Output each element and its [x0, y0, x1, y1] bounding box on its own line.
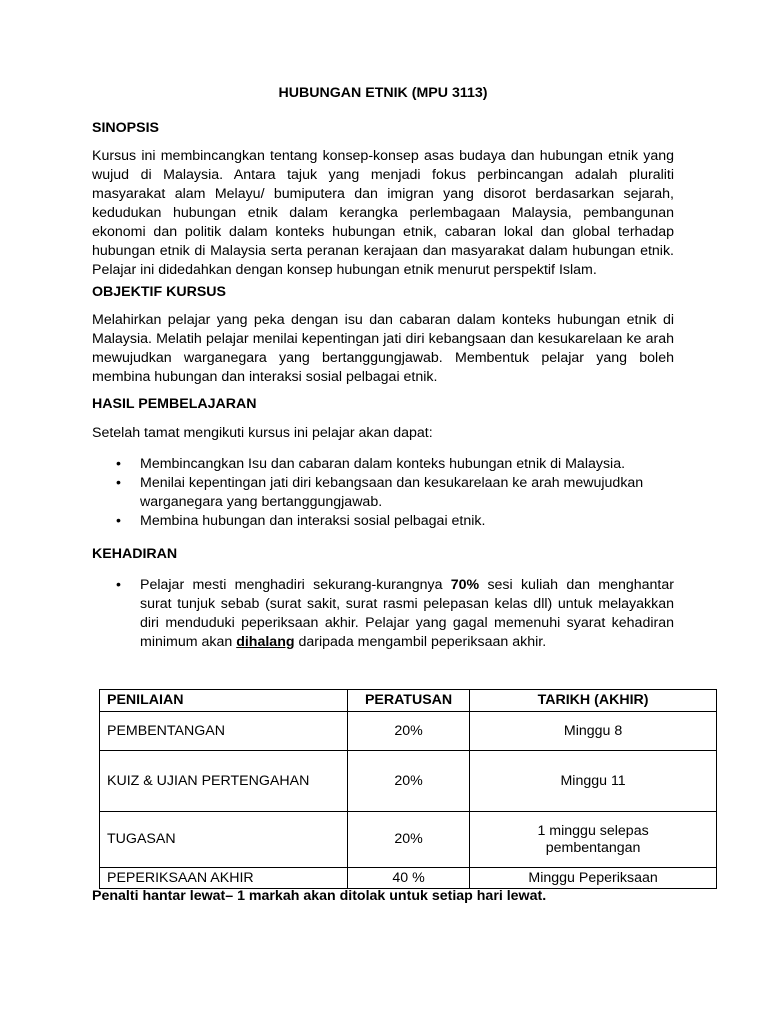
table-header-row — [100, 690, 717, 712]
bullet-icon: • — [116, 456, 121, 472]
kehadiran-list — [92, 576, 674, 652]
header-peratusan: PERATUSAN — [347, 690, 469, 712]
late-penalty-note: Penalti hantar lewat– 1 markah akan ditolak untuk setiap hari lewat. — [92, 888, 547, 904]
sinopsis-heading: SINOPSIS — [92, 120, 160, 136]
objektif-heading: OBJEKTIF KURSUS — [92, 284, 227, 300]
barred-word: dihalang — [236, 634, 295, 650]
bullet-icon: • — [116, 513, 121, 529]
header-penilaian: PENILAIAN — [100, 690, 348, 712]
objektif-body: Melahirkan pelajar yang peka dengan isu dan cabaran dalam konteks hubungan etnik di Malaysia. Melatih pelajar menilai kepentingan jati diri kebangsaan dan kesukarelaan ke arah mewujudkan warganegara yang bertanggungjawab. Membentuk pelajar yang boleh membina hubungan dan interaksi sosial pelbagai etnik. — [92, 312, 674, 385]
list-item: • Membincangkan Isu dan cabaran dalam konteks hubungan etnik di Malaysia. — [116, 456, 626, 472]
hasil-heading: HASIL PEMBELAJARAN — [92, 396, 257, 412]
attendance-percent: 70% — [450, 577, 480, 593]
header-tarikh: TARIKH (AKHIR) — [470, 690, 717, 712]
bullet-icon: • — [116, 577, 121, 593]
table-row: TUGASAN 20% 1 minggu selepas pembentangan — [100, 812, 717, 868]
hasil-list — [92, 455, 674, 531]
list-item: • Membina hubungan dan interaksi sosial pelbagai etnik. — [116, 513, 486, 529]
list-item: • Menilai kepentingan jati diri kebangsaan dan kesukarelaan ke arah mewujudkan warganegara yang bertanggungjawab. — [116, 475, 644, 510]
kehadiran-heading: KEHADIRAN — [92, 546, 178, 562]
bullet-icon: • — [116, 475, 121, 491]
page-title: HUBUNGAN ETNIK (MPU 3113) — [278, 85, 488, 101]
list-item: • Pelajar mesti menghadiri sekurang-kurangnya 70% sesi kuliah dan menghantar surat tunjuk sebab (surat sakit, surat rasmi pelepasan kelas dll) untuk melayakkan diri menduduki peperiksaan akhir. Pelajar yang gagal memenuhi syarat kehadiran minimum akan dihalang daripada mengambil peperiksaan akhir. — [116, 577, 674, 650]
assessment-table — [99, 689, 717, 889]
table-row: KUIZ & UJIAN PERTENGAHAN 20% Minggu 11 — [100, 751, 717, 812]
table-row: PEPERIKSAAN AKHIR 40 % Minggu Peperiksaan — [100, 868, 717, 889]
hasil-intro: Setelah tamat mengikuti kursus ini pelajar akan dapat: — [92, 425, 433, 441]
table-row: PEMBENTANGAN 20% Minggu 8 — [100, 712, 717, 751]
sinopsis-body: Kursus ini membincangkan tentang konsep-konsep asas budaya dan hubungan etnik yang wujud di Malaysia. Antara tajuk yang menjadi fokus perbincangan adalah pluraliti masyarakat alam Melayu/ bumiputera dan imigran yang disorot berdasarkan sejarah, kedudukan hubungan etnik dalam kerangka perlembagaan Malaysia, pembangunan ekonomi dan politik dalam konteks hubungan etnik, cabaran lokal dan global terhadap hubungan etnik di Malaysia serta peranan kerajaan dan masyarakat dalam hubungan etnik. Pelajar ini didedahkan dengan konsep hubungan etnik menurut perspektif Islam. — [92, 148, 674, 278]
